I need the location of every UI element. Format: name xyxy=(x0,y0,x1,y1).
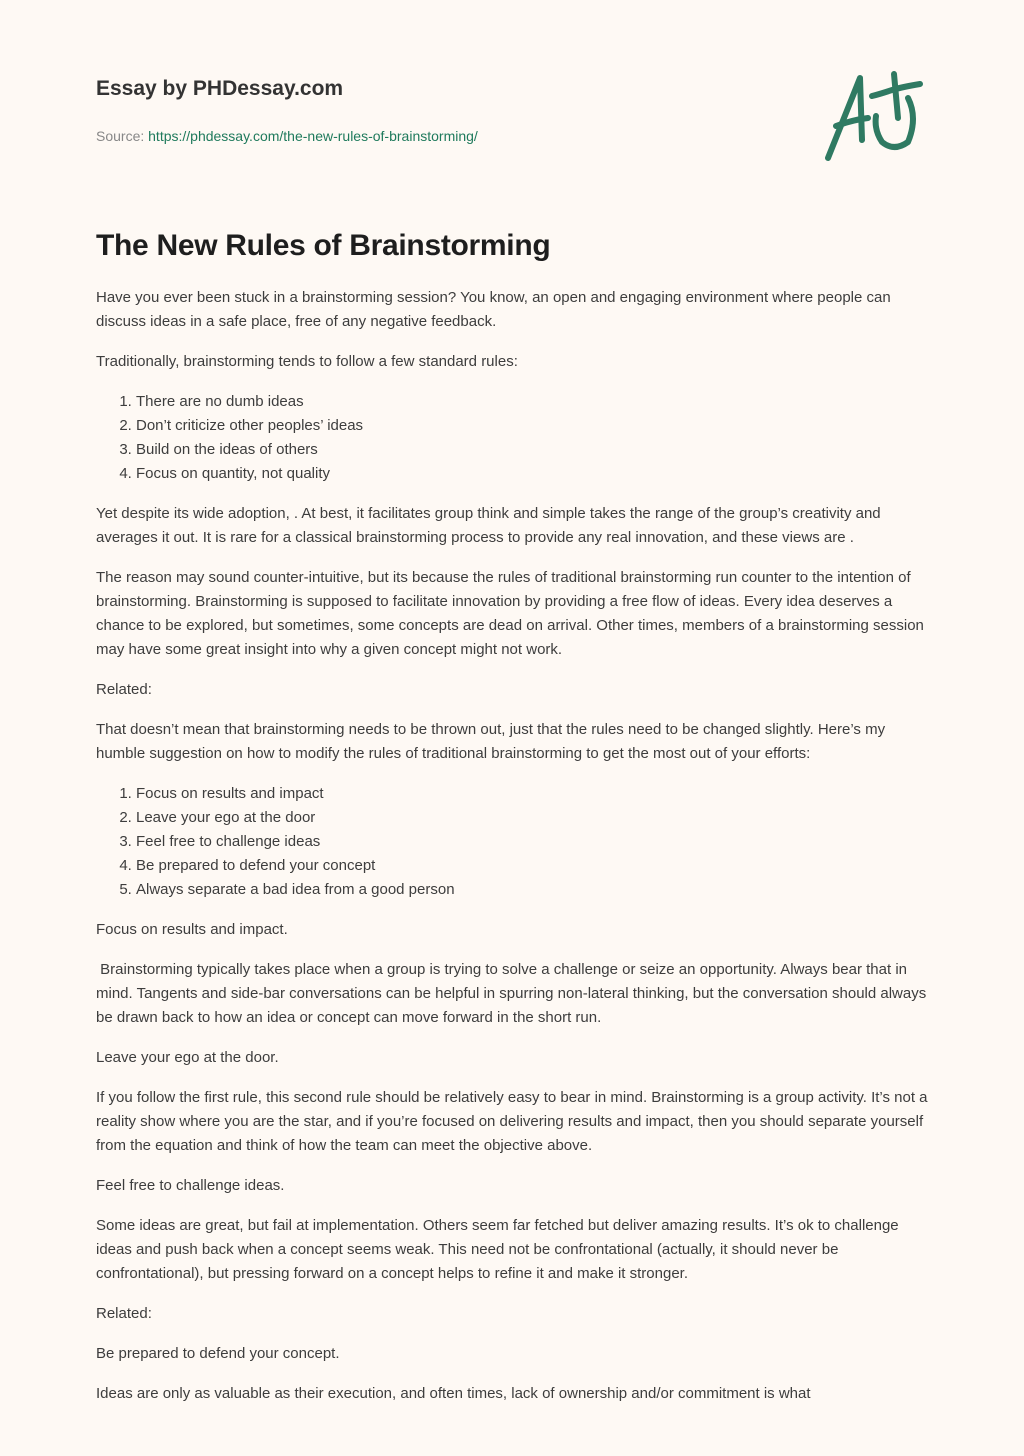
list-item: 4. Be prepared to defend your concept xyxy=(136,854,932,878)
related-label: Related: xyxy=(96,681,152,698)
list-item: 5. Always separate a bad idea from a good person xyxy=(136,878,932,902)
paragraph: Brainstorming typically takes place when a group is trying to solve a challenge or seize an opportunity. Always bear that in mind. Tangents and side-bar conversations can be helpful in spurring non-lateral thinking, but the conversation should always be drawn back to how an idea or concept can move forward in the short run. xyxy=(96,961,931,1026)
list-item: 2. Don’t criticize other peoples’ ideas xyxy=(136,414,932,438)
list-item: 2. Leave your ego at the door xyxy=(136,806,932,830)
paragraph: Have you ever been stuck in a brainstorming session? You know, an open and engaging environment where people can discuss ideas in a safe place, free of any negative feedback. xyxy=(96,289,891,330)
list-item: 4. Focus on quantity, not quality xyxy=(136,462,932,486)
rule-heading: Leave your ego at the door. xyxy=(96,1049,279,1066)
article xyxy=(96,226,932,1422)
traditional-rules-list xyxy=(96,390,932,486)
rule-heading: Focus on results and impact. xyxy=(96,921,288,938)
paragraph: The reason may sound counter-intuitive, but its because the rules of traditional brainstorming run counter to the intention of brainstorming. Brainstorming is supposed to facilitate innovation by providing a free flow of ideas. Every idea deserves a chance to be explored, but sometimes, some concepts are dead on arrival. Other times, members of a brainstorming session may have some great insight into why a given concept might not work. xyxy=(96,569,924,658)
rule-heading: Be prepared to defend your concept. xyxy=(96,1345,340,1362)
paragraph: That doesn’t mean that brainstorming needs to be thrown out, just that the rules need to be changed slightly. Here’s my humble suggestion on how to modify the rules of traditional brainstorming to get the most out of your efforts: xyxy=(96,721,886,762)
source-link[interactable]: https://phdessay.com/the-new-rules-of-brainstorming/ xyxy=(148,128,478,144)
paragraph: If you follow the first rule, this second rule should be relatively easy to bear in mind. Brainstorming is a group activity. It’s not a reality show where you are the star, and if you’re focused on delivering results and impact, then you should separate yourself from the equation and think of how the team can meet the objective above. xyxy=(96,1089,928,1154)
source-label: Source: xyxy=(96,128,145,144)
list-item: 3. Feel free to challenge ideas xyxy=(136,830,932,854)
paragraph: Traditionally, brainstorming tends to follow a few standard rules: xyxy=(96,353,518,370)
new-rules-list xyxy=(96,782,932,902)
rule-heading: Feel free to challenge ideas. xyxy=(96,1177,285,1194)
article-title: The New Rules of Brainstorming xyxy=(96,229,551,262)
list-item: 1. Focus on results and impact xyxy=(136,782,932,806)
paragraph: Some ideas are great, but fail at implementation. Others seem far fetched but deliver amazing results. It’s ok to challenge ideas and push back when a concept seems weak. This need not be confrontational (actually, it should never be confrontational), but pressing forward on a concept helps to refine it and make it stronger. xyxy=(96,1217,899,1282)
a-plus-logo-icon xyxy=(822,68,926,164)
paragraph: Yet despite its wide adoption, . At best, it facilitates group think and simple takes the range of the group’s creativity and averages it out. It is rare for a classical brainstorming process to provide any real innovation, and these views are . xyxy=(96,505,881,546)
list-item: 3. Build on the ideas of others xyxy=(136,438,932,462)
paragraph: Ideas are only as valuable as their execution, and often times, lack of ownership and/or commitment is what xyxy=(96,1385,811,1402)
list-item: 1. There are no dumb ideas xyxy=(136,390,932,414)
site-title: Essay by PHDessay.com xyxy=(96,77,344,100)
related-label: Related: xyxy=(96,1305,152,1322)
source-line xyxy=(96,124,478,148)
